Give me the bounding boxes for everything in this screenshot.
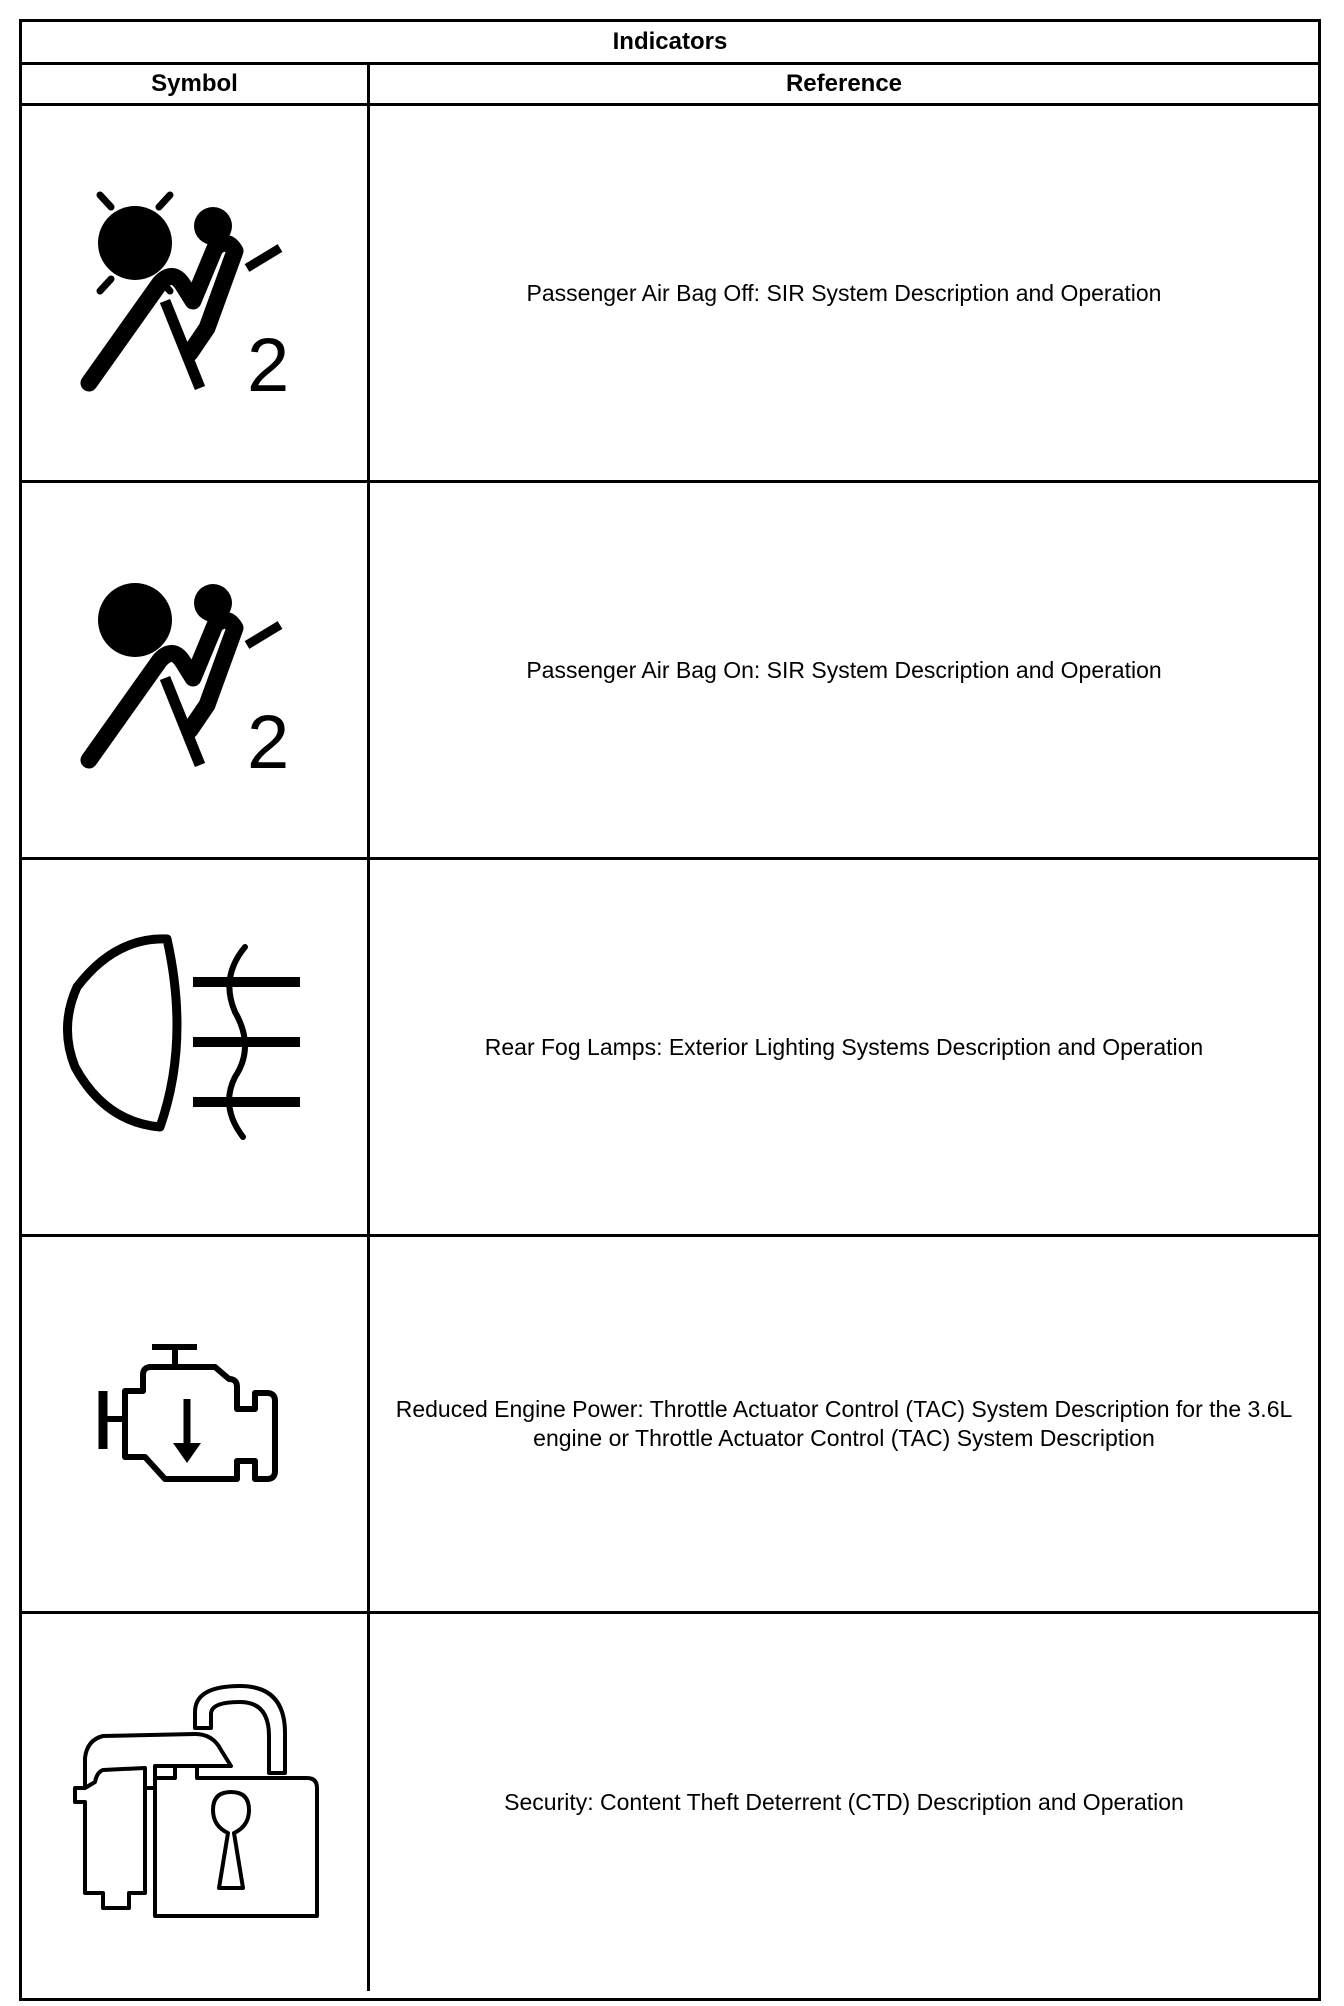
reference-cell: Rear Fog Lamps: Exterior Lighting Systems Description and Operation	[484, 1033, 1204, 1060]
table-row	[22, 106, 1318, 483]
symbol-cell	[22, 1614, 370, 1991]
symbol-cell	[22, 860, 370, 1234]
table-row	[22, 1614, 1318, 1991]
header-symbol: Symbol	[22, 65, 370, 103]
symbol-cell	[22, 106, 370, 480]
reference-cell: Security: Content Theft Deterrent (CTD) Description and Operation	[504, 1789, 1184, 1815]
table-row	[22, 1237, 1318, 1614]
passenger-air-bag-off-icon	[65, 173, 325, 413]
passenger-air-bag-on-icon	[65, 550, 325, 790]
icon-badge-number: 2	[246, 323, 289, 408]
table-header-row	[22, 65, 1318, 106]
rear-fog-lamp-icon	[55, 927, 335, 1167]
reference-cell: Passenger Air Bag On: SIR System Description and Operation	[526, 656, 1162, 683]
icon-badge-number: 2	[246, 700, 289, 785]
table-row	[22, 483, 1318, 860]
reference-cell: Reduced Engine Power: Throttle Actuator Control (TAC) System Description for the 3.6L engine or Throttle Actuator Control (TAC) System Description	[395, 1396, 1293, 1451]
table-title: Indicators	[22, 22, 1318, 65]
security-icon	[45, 1678, 345, 1928]
reference-cell: Passenger Air Bag Off: SIR System Description and Operation	[526, 279, 1162, 306]
table-row	[22, 860, 1318, 1237]
indicators-table	[19, 19, 1321, 2001]
reduced-engine-power-icon	[85, 1339, 305, 1509]
symbol-cell	[22, 483, 370, 857]
symbol-cell	[22, 1237, 370, 1611]
header-reference: Reference	[785, 70, 903, 97]
